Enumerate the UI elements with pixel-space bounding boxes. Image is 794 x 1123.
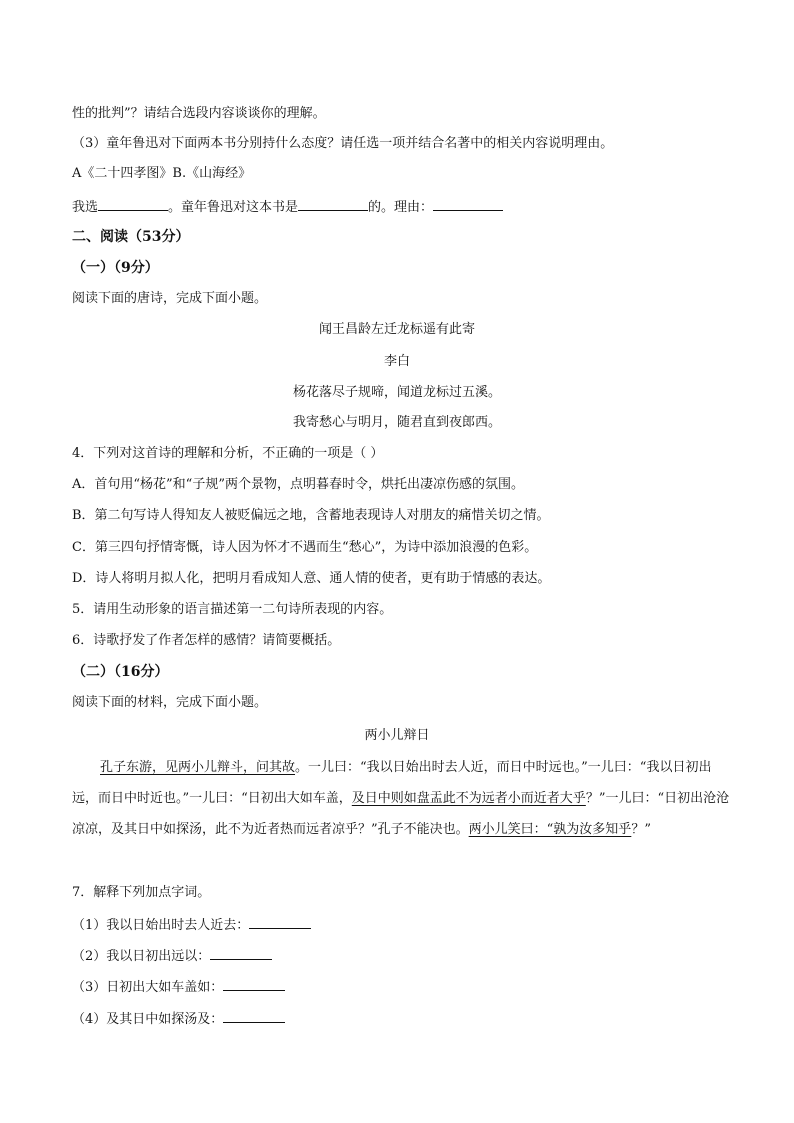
sub-question: （2）我以日初出远以： [72, 945, 732, 967]
section-heading: 二、阅读（53分） [72, 229, 190, 245]
subsection-heading: （二）（16分） [72, 664, 169, 680]
prose-text: 。一儿曰：“我以日始出时去人近，而日中时远也。”一儿曰：“我以日初出远，而日中时近也。”一儿曰：“日初出大如车盖， [72, 760, 712, 806]
question-stem: 4．下列对这首诗的理解和分析，不正确的一项是（ ） [72, 446, 384, 461]
answer-blank[interactable] [223, 976, 285, 991]
sub-question: （1）我以日始出时去人近去： [72, 914, 732, 936]
text-line: A《二十四孝图》B.《山海经》 [72, 166, 252, 181]
instruction: 阅读下面的材料，完成下面小题。 [72, 695, 268, 710]
poem-author: 李白 [383, 354, 410, 369]
prose-text: ？” [631, 822, 651, 837]
poem-title: 闻王昌龄左迁龙标遥有此寄 [318, 322, 475, 337]
label: 。童年鲁迅对这本书是 [168, 200, 299, 215]
question-stem: 5．请用生动形象的语言描述第一二句诗所表现的内容。 [72, 602, 393, 617]
sub-question: （3）日初出大如车盖如： [72, 976, 732, 998]
answer-blank[interactable] [98, 196, 168, 211]
answer-blank[interactable] [433, 196, 503, 211]
prose-paragraph [72, 752, 736, 845]
question-stem: 7．解释下列加点字词。 [72, 885, 211, 900]
subsection-heading: （一）（9分） [72, 260, 159, 276]
sub-question: （4）及其日中如探汤及： [72, 1008, 732, 1030]
answer-blank[interactable] [249, 914, 311, 929]
underlined-sentence: 孔子东游，见两小儿辩斗，问其故 [100, 760, 296, 775]
prose-title: 两小儿辩日 [364, 728, 430, 743]
answer-blank[interactable] [223, 1008, 285, 1023]
option-a: A．首句用“杨花”和“子规”两个景物，点明暮春时令，烘托出凄凉伤感的氛围。 [72, 477, 524, 492]
option-d: D．诗人将明月拟人化，把明月看成知人意、通人情的使者，更有助于情感的表达。 [72, 571, 551, 586]
instruction: 阅读下面的唐诗，完成下面小题。 [72, 291, 268, 306]
poem-line: 杨花落尽子规啼，闻道龙标过五溪。 [292, 385, 501, 400]
option-b: B．第二句写诗人得知友人被贬偏远之地，含蓄地表现诗人对朋友的痛惜关切之情。 [72, 508, 550, 523]
label: 的。理由： [368, 200, 434, 215]
fill-in-line [72, 196, 732, 218]
underlined-sentence: 两小儿笑曰：“孰为汝多知乎 [468, 822, 632, 837]
answer-blank[interactable] [210, 945, 272, 960]
prose-text: ？”一儿曰：“日初出沧沧凉凉，及其日中如探汤，此不为近者热而远者凉乎？”孔子不能决也。 [72, 791, 730, 837]
label: 我选 [72, 200, 99, 215]
answer-blank[interactable] [298, 196, 368, 211]
text-line: （3）童年鲁迅对下面两本书分别持什么态度？请任选一项并结合名著中的相关内容说明理由。 [72, 136, 614, 151]
question-stem: 6．诗歌抒发了作者怎样的感情？请简要概括。 [72, 633, 341, 648]
underlined-sentence: 及日中则如盘盂此不为远者小而近者大乎 [351, 791, 586, 806]
poem-line: 我寄愁心与明月，随君直到夜郎西。 [292, 415, 501, 430]
option-c: C．第三四句抒情寄慨，诗人因为怀才不遇而生“愁心”，为诗中添加浪漫的色彩。 [72, 540, 538, 555]
text-line: 性的批判”？请结合选段内容谈谈你的理解。 [72, 106, 326, 121]
